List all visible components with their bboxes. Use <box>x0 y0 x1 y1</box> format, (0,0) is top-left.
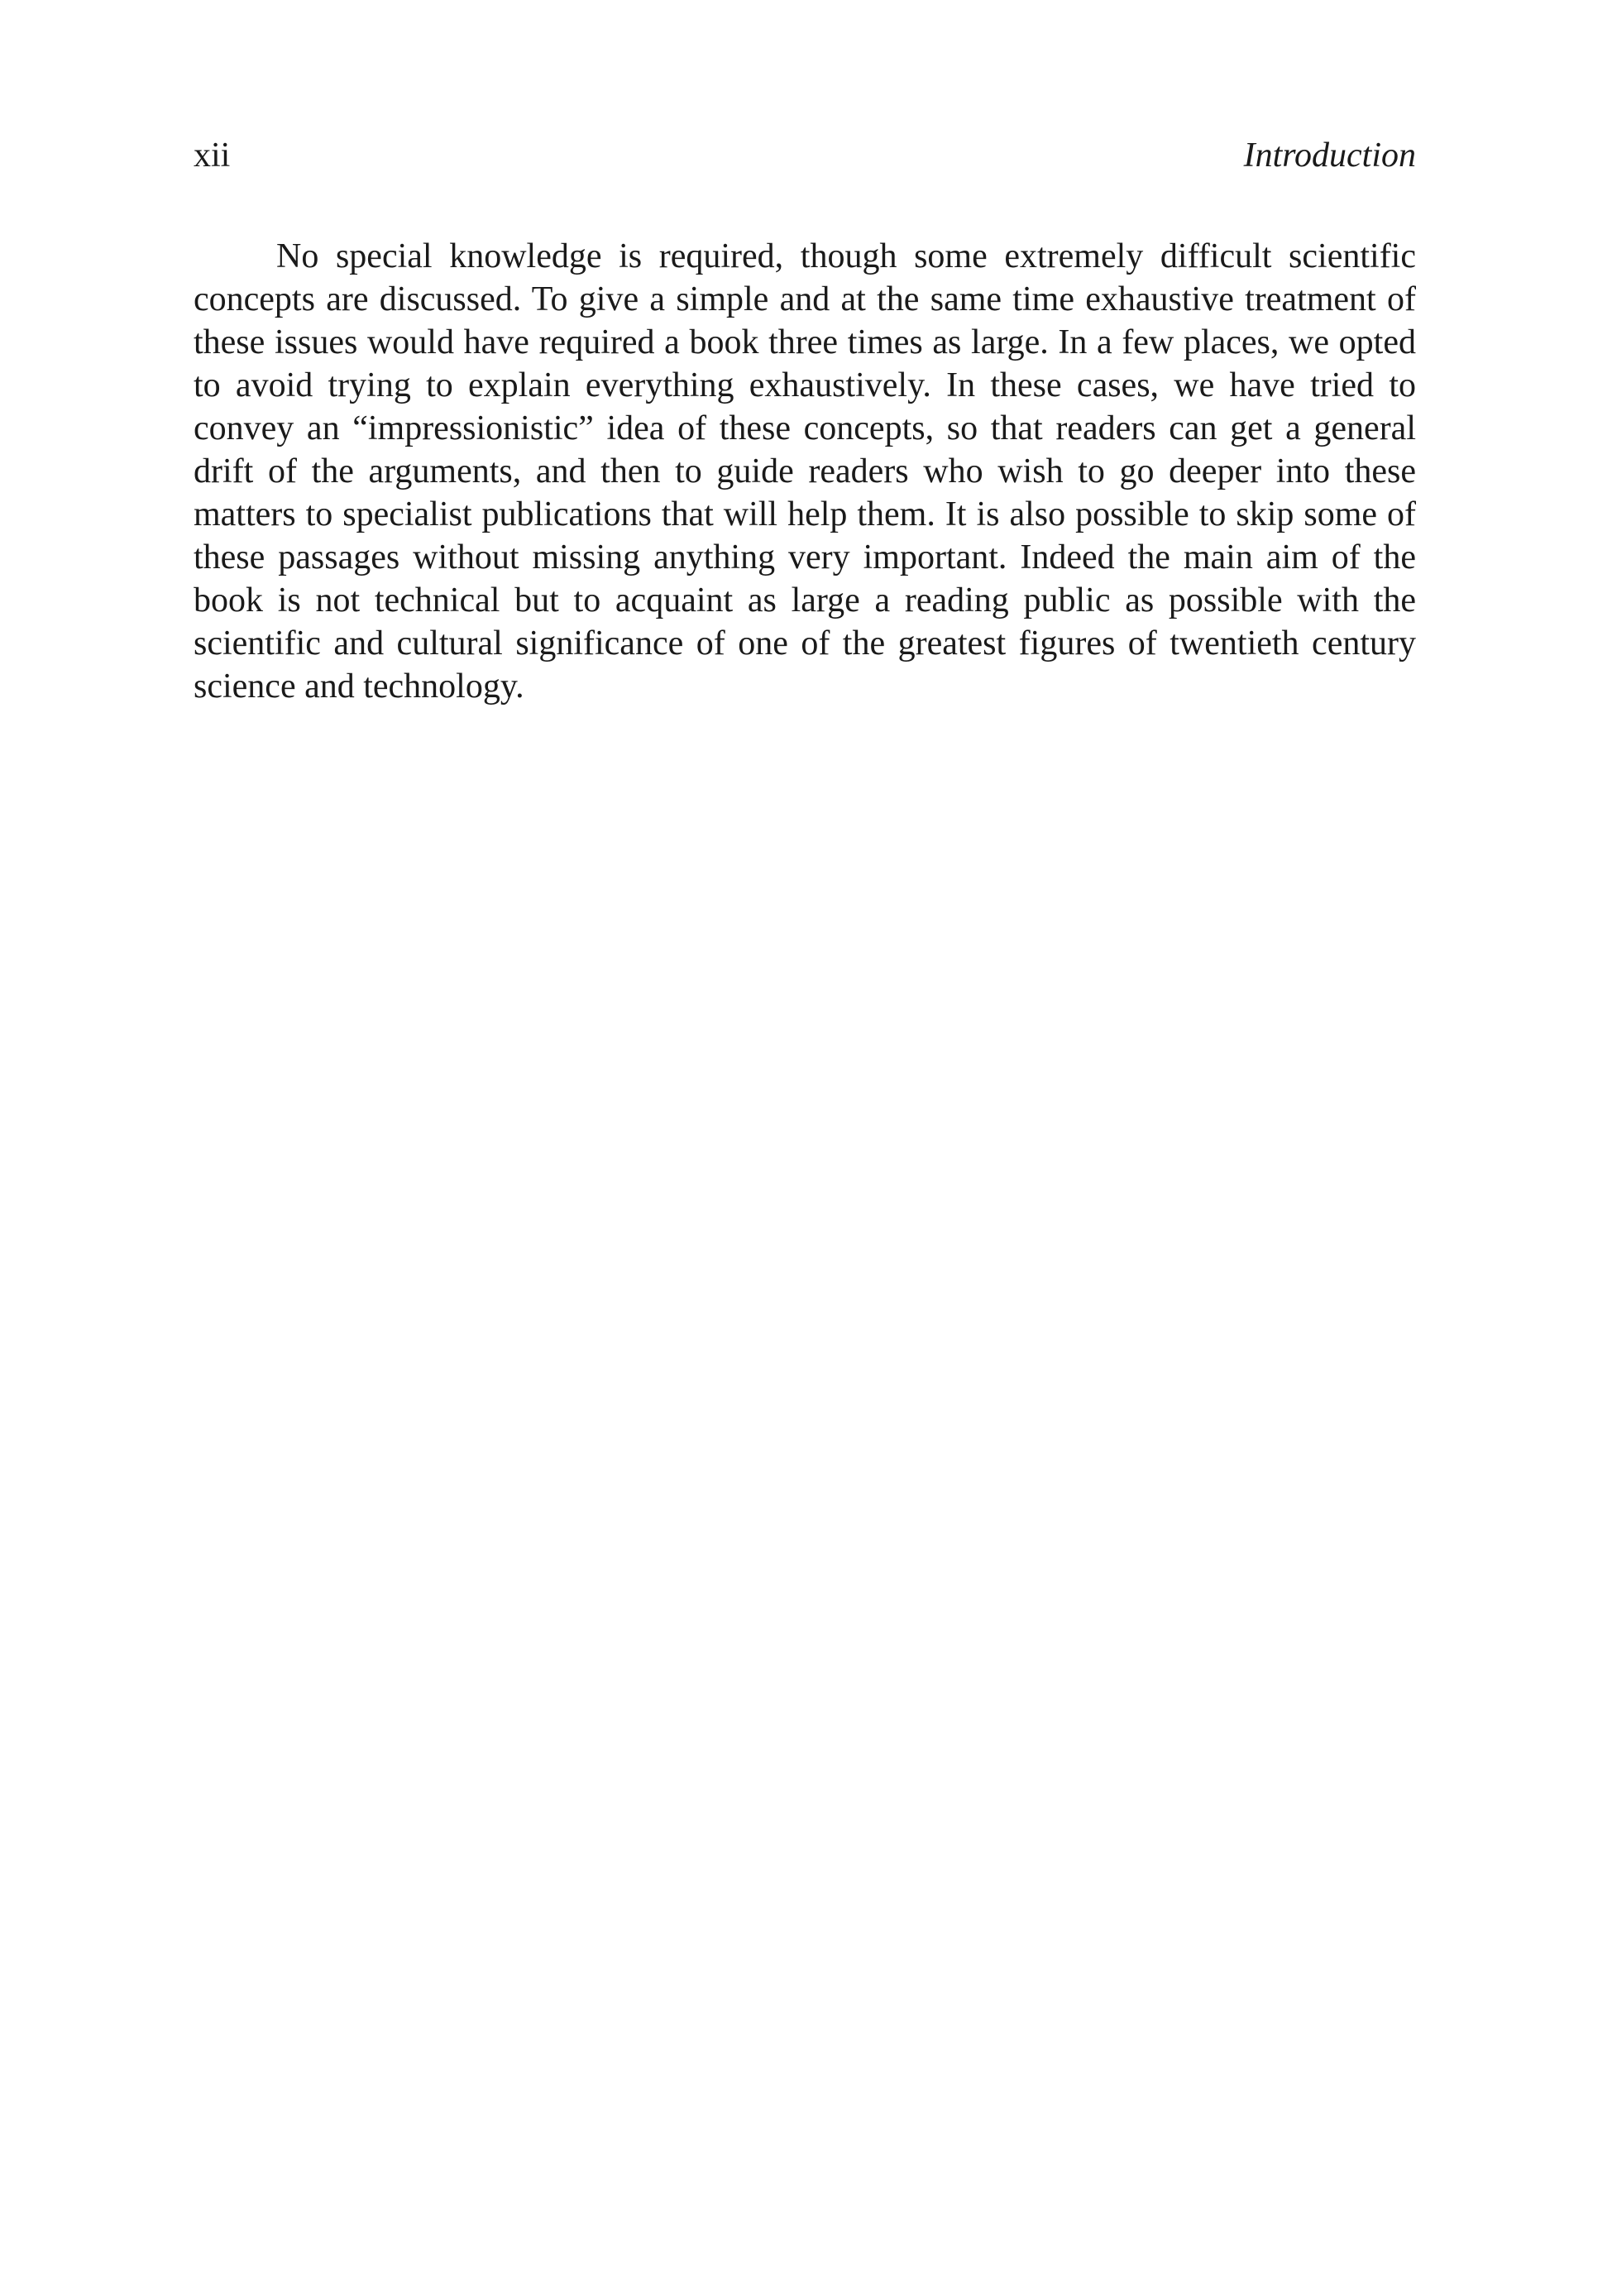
running-head-title: Introduction <box>1243 136 1416 175</box>
running-head <box>194 132 1416 179</box>
body-paragraph: No special knowledge is required, though some extremely difficult scientific concepts are discussed. To give a simple and at the same time exhaustive treatment of these issues would have required a book three times as large. In a few places, we opted to avoid trying to explain everything exhaustively. In these cases, we have tried to convey an “impressionistic” idea of these concepts, so that readers can get a general drift of the arguments, and then to guide readers who wish to go deeper into these matters to specialist publications that will help them. It is also possible to skip some of these passages without missing anything very important. Indeed the main aim of the book is not technical but to acquaint as large a reading public as possible with the scientific and cultural significance of one of the greatest figures of twentieth century science and technology. <box>194 237 1416 706</box>
page-number: xii <box>194 136 231 175</box>
